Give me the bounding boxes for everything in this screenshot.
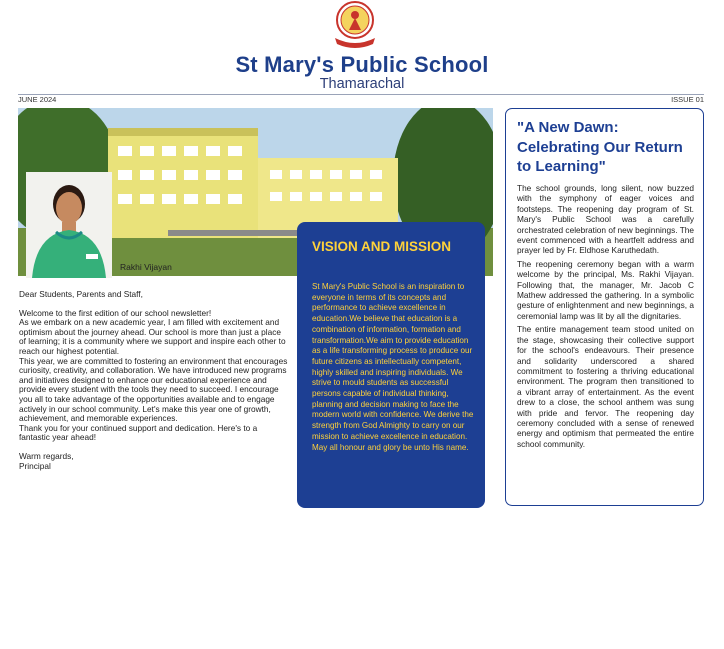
issue-number: ISSUE 01: [671, 95, 704, 104]
letter-paragraph: Welcome to the first edition of our school newsletter!: [19, 307, 212, 318]
vision-mission-heading: VISION AND MISSION: [312, 239, 452, 254]
letter-closing: Warm regards,: [19, 450, 74, 461]
issue-date: JUNE 2024: [18, 95, 57, 104]
vision-mission-text: St Mary's Public School is an inspiration to everyone in terms of its concepts and performance to achieve excellence in education.We believe that education is a combination of information, formation and transformation.We aim to provide education as a life transforming process to produce our future citizens as intellectually competent, highly skilled and inspiring individuals. We strive to mould students as successful persons capable of individual thinking, planning and decision making to face the modern world with confidence. We derive the strength from God Almighty to carry on our mission to achieve excellence in education. May all honour and glory be unto His name.: [312, 282, 474, 452]
principal-letter: [19, 290, 289, 471]
article-title: "A New Dawn: Celebrating Our Return to Learning": [517, 119, 683, 175]
school-location: Thamarachal: [319, 76, 405, 92]
letter-paragraph: As we embark on a new academic year, I am filled with excitement and optimism about the journey ahead. Our school is more than just a place of learning; it is a community where we support and inspire each other to reach our highest potential.: [19, 317, 286, 356]
school-name: St Mary's Public School: [235, 52, 489, 77]
article-paragraph: The school grounds, long silent, now buzzed with the symphony of eager voices and footsteps. The reopening day program of St. Mary's Public School was a carefully orchestrated celebration of new beginnings. The event commenced with a heartfelt address and prayer led by Fr. Eldhose Karuthedath.: [517, 183, 694, 256]
letter-paragraph: This year, we are committed to fostering an environment that encourages curiosity, creativity, and collaboration. We have introduced new programs and initiatives designed to enhance our educational experience and provide every student with the tools they need to succeed. I encourage you all to take advantage of the opportunities available and to engage actively in our school community. Let's make this year one of growth, achievement, and memorable experiences.: [19, 355, 288, 424]
letter-signature: Principal: [19, 460, 51, 471]
principal-name: Rakhi Vijayan: [120, 262, 172, 272]
school-logo: [323, 0, 387, 50]
header-divider: [18, 94, 704, 95]
article-body: [517, 183, 694, 452]
principal-photo: [26, 172, 112, 278]
article-paragraph: The reopening ceremony began with a warm welcome by the principal, Ms. Rakhi Vijayan. Following that, the manager, Mr. Jacob C Mathew addressed the gathering. In a symbolic gesture of enlightenment and new beginnings, a ceremonial lamp was lit by all the dignitaries.: [517, 258, 694, 321]
letter-salutation: Dear Students, Parents and Staff,: [19, 289, 143, 299]
article-paragraph: The entire management team stood united on the stage, showcasing their collective support for the school's endeavours. Their presence and solidarity underscored a shared commitment to fostering a thriving educational environment. The program then transitioned to a vibrant array of entertainment. As the event drew to a close, the school anthem was sung with pride and fervor. The reopening day ceremony concluded with a sense of renewed energy and optimism that permeated the entire school community.: [517, 324, 694, 449]
letter-paragraph: Thank you for your continued support and dedication. Here's to a fantastic year ahead!: [19, 422, 258, 443]
